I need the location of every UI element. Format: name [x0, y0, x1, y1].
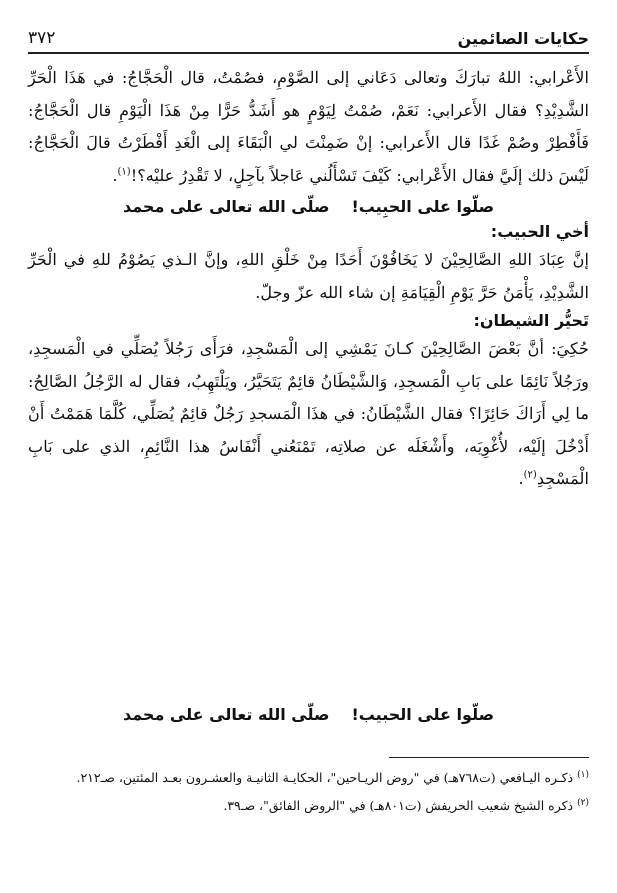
footnote-1 [28, 766, 589, 790]
footnote-ref-1: (١) [117, 166, 131, 178]
salawat-line-1 [28, 194, 589, 220]
page-header [28, 18, 589, 54]
salawat-1-part-1: صلّوا على الحبِيب! [351, 197, 495, 216]
paragraph-2: إنَّ عِبَادَ اللهِ الصَّالِحِيْنَ لا يَخَافُوْنَ أَحَدًا مِنْ خَلْقِ اللهِ، وإنَّ الـذي يَصُوْمُ للهِ في الْحَرِّ الشَّدِيْدِ، يَأْمَنُ حَرَّ يَوْمِ الْقِيَامَةِ إن شاء الله عزّ وجلّ. [28, 250, 589, 302]
footnotes [28, 766, 589, 822]
salawat-1-part-2: صلّى الله تعالى على محمد [122, 197, 330, 216]
page-number: ٣٧٢ [28, 28, 56, 48]
footnote-divider [389, 757, 589, 758]
salawat-2-part-1: صلّوا على الحبيب! [351, 705, 495, 724]
heading-tahayyur-al-shaytan: تَحيُّر الشيطان: [473, 311, 589, 330]
footnote-2-text: ذكره الشيخ شعيب الحريفش (ت٨٠١هـ) في "الروض الفائق"، صـ٣٩. [223, 798, 574, 813]
story-2-end: . [518, 469, 524, 488]
story-2-text: حُكِيَ: أنَّ بَعْضَ الصَّالِحِيْنَ كـانَ يَمْشِي إلى الْمَسْجِدِ، فرَأَى رَجُلاً يُصَلِّي في الْمَسجِدِ، ورَجُلاً نَائِمًا على بَابِ الْمَسجِدِ، وَالشَّيْطَانُ قائِمٌ يَتَحَيَّرُ، ويَلْتَهِبُ، فقال له الرَّجُلُ الصَّالِحُ: ما لِي أَرَاكَ حَائِرًا؟ فقال الشَّيْطَانُ: في هذَا الْمَسجدِ رَجُلٌ قائِمٌ يُصَلِّي، كُلَّمَا هَمَمْتُ أَنْ أَدْخُلَ إلَيْه، لأُغْوِيَه، وأَشْغَلَه عن صلاتِه، تَمْنَعُني أَنْفَاسُ هذا النَّائِمِ، الذي على بَابِ الْمَسْجِدِ [28, 339, 589, 488]
footnote-1-number: (١) [577, 769, 589, 780]
salawat-line-2 [28, 702, 589, 728]
salawat-2-part-2: صلّى الله تعالى على محمد [122, 705, 330, 724]
story-1-text: الأَعْرابي: اللهُ تبارَكَ وتعالى دَعَاني إلى الصَّوْمِ، فصُمْتُ، قال الْحَجَّاجُ: في هَذَا الْحَرِّ الشَّدِيْدِ؟ فقال الأَعرابي: نَعَمْ، صُمْتُ لِيَوْمٍ هو أَشَدُّ حَرًّا مِنْ هَذَا الْيَوْمِ قال الْحَجَّاجُ: فَأَفْطِرْ وصُمْ غَدًا قال الأَعرابي: إنْ ضَمِنْتَ لي الْبَقَاءَ إلى الْغَدِ أَفْطَرْتُ قالَ الْحَجَّاجُ: لَيْسَ ذلك إلَيَّ فقال الأَعْرابي: كَيْفَ تَسْأَلُني عَاجلاً بآجِلٍ، لا تَقْدِرُ عليْه؟! [28, 68, 589, 185]
running-title: حكايات الصائمين [457, 29, 589, 48]
footnote-2-number: (٢) [577, 797, 589, 808]
main-text [28, 62, 589, 496]
story-paragraph-1: الأَعْرابي: اللهُ تبارَكَ وتعالى دَعَاني إلى الصَّوْمِ، فصُمْتُ، قال الْحَجَّاجُ: في هَذَا الْحَرِّ الشَّدِيْدِ؟ فقال الأَعرابي: نَعَمْ، صُمْتُ لِيَوْمٍ هو أَشَدُّ حَرًّا مِنْ هَذَا الْيَوْمِ قال الْحَجَّاجُ: فَأَفْطِرْ وصُمْ غَدًا قال الأَعرابي: إنْ ضَمِنْتَ لي الْبَقَاءَ إلى الْغَدِ أَفْطَرْتُ قالَ الْحَجَّاجُ: لَيْسَ ذلك إلَيَّ فقال الأَعْرابي: كَيْفَ تَسْأَلُني عَاجلاً بآجِلٍ، لا تَقْدِرُ عليْه؟!$^{(١)}$. [28, 68, 589, 185]
story-paragraph-2 [28, 333, 589, 496]
footnote-1-text: ذكـره اليـافعي (ت٧٦٨هـ) في "روض الريـاحين"، الحكايـة الثانيـة والعشـرون بعـد المئتين، صـ٢١٢. [76, 770, 574, 785]
heading-akhi-al-habib: أخي الحبيب: [490, 222, 589, 241]
footnote-ref-2: (٢) [523, 469, 537, 481]
footnote-2 [28, 794, 589, 818]
